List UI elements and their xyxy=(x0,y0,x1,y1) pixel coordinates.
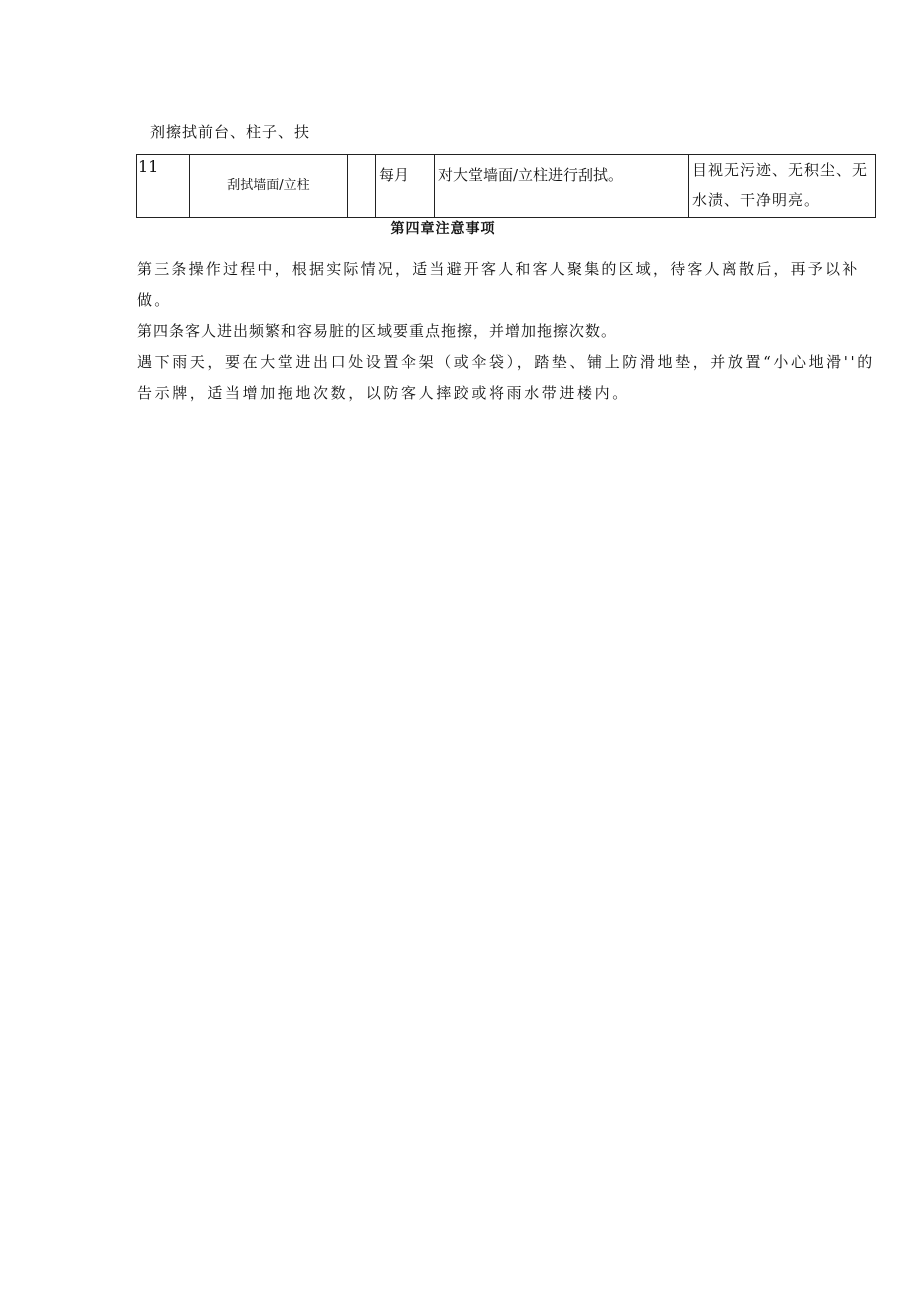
frequency-text: 每月 xyxy=(379,166,410,184)
paragraph-article-4: 第四条客人进出频繁和容易脏的区域要重点拖擦，并增加拖擦次数。 xyxy=(137,322,618,340)
cleaning-table xyxy=(136,154,876,218)
table-row xyxy=(137,155,876,218)
frequency-cell xyxy=(376,155,435,218)
item-cell: 刮拭墙面/立柱 xyxy=(190,155,348,218)
row-number-cell: 11 xyxy=(137,155,190,218)
standard-text: 目视无污迹、无积尘、无水渍、干净明亮。 xyxy=(692,161,869,209)
method-cell xyxy=(435,155,689,218)
body-text xyxy=(137,254,882,409)
paragraph-article-3: 第三条操作过程中，根据实际情况，适当避开客人和客人聚集的区域，待客人离散后，再予以补做。 xyxy=(137,260,860,309)
continued-text: 剂擦拭前台、柱子、扶 xyxy=(150,123,311,141)
method-text: 对大堂墙面/立柱进行刮拭。 xyxy=(438,166,624,184)
blank-cell xyxy=(348,155,376,218)
paragraph-rainy-day: 遇下雨天，要在大堂进出口处设置伞架（或伞袋），踏垫、铺上防滑地垫，并放置“小心地滑''的告示牌，适当增加拖地次数，以防客人摔跤或将雨水带进楼内。 xyxy=(137,353,875,402)
standard-cell xyxy=(689,155,876,218)
chapter-title: 第四章注意事项 xyxy=(390,221,496,237)
